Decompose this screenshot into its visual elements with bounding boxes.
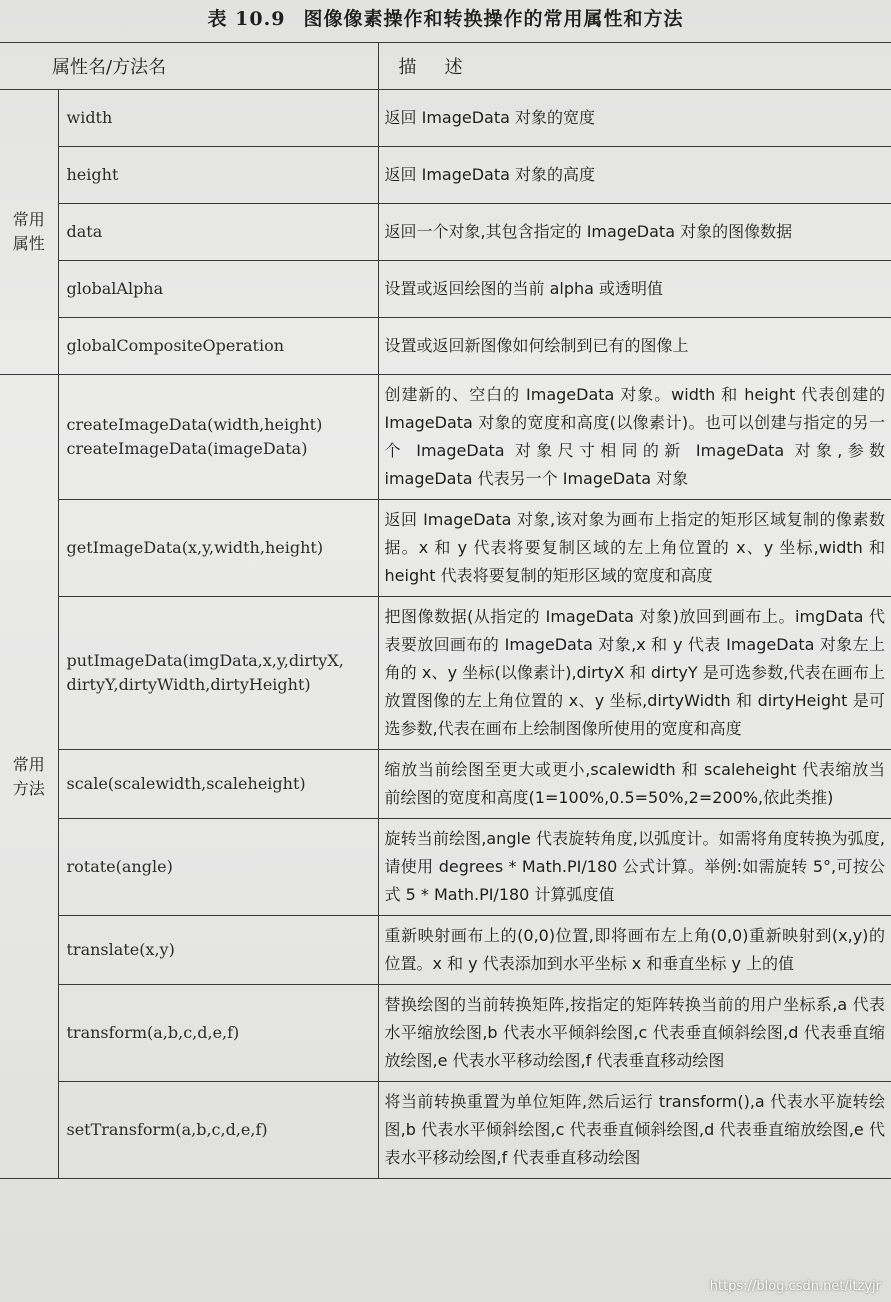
member-name-cell: data: [58, 204, 378, 261]
header-name: 属性名/方法名: [0, 43, 378, 90]
member-name-cell: getImageData(x,y,width,height): [58, 500, 378, 597]
table-row: [0, 500, 891, 597]
table-row: [0, 985, 891, 1082]
description-cell: 替换绘图的当前转换矩阵,按指定的矩阵转换当前的用户坐标系,a 代表水平缩放绘图,b 代表水平倾斜绘图,c 代表垂直倾斜绘图,d 代表垂直缩放绘图,e 代表水平移动绘图,f 代表垂直移动绘图: [378, 985, 891, 1082]
member-name-cell: height: [58, 147, 378, 204]
member-name-cell: transform(a,b,c,d,e,f): [58, 985, 378, 1082]
table-caption: [0, 4, 891, 31]
table-row: [0, 819, 891, 916]
member-name-cell: width: [58, 90, 378, 147]
description-cell: 设置或返回新图像如何绘制到已有的图像上: [378, 318, 891, 375]
table-row: [0, 1082, 891, 1179]
description-cell: 设置或返回绘图的当前 alpha 或透明值: [378, 261, 891, 318]
member-name-cell: globalAlpha: [58, 261, 378, 318]
header-description: 描述: [378, 43, 891, 90]
description-cell: 返回 ImageData 对象,该对象为画布上指定的矩形区域复制的像素数据。x 和 y 代表将要复制区域的左上角位置的 x、y 坐标,width 和 height 代表将要复制的矩形区域的宽度和高度: [378, 500, 891, 597]
description-cell: 返回 ImageData 对象的宽度: [378, 90, 891, 147]
member-name-cell: createImageData(width,height) createImageData(imageData): [58, 375, 378, 500]
table-row: [0, 597, 891, 750]
member-name-cell: translate(x,y): [58, 916, 378, 985]
category-cell: 常用 方法: [0, 375, 58, 1179]
table-header-row: [0, 43, 891, 90]
table-number: 表 10.9: [207, 8, 286, 30]
watermark: https://blog.csdn.net/itzyjr: [709, 1279, 881, 1294]
member-name-cell: globalCompositeOperation: [58, 318, 378, 375]
table-row: [0, 318, 891, 375]
description-cell: 将当前转换重置为单位矩阵,然后运行 transform(),a 代表水平旋转绘图,b 代表水平倾斜绘图,c 代表垂直倾斜绘图,d 代表垂直缩放绘图,e 代表水平移动绘图,f 代表垂直移动绘图: [378, 1082, 891, 1179]
table-row: [0, 261, 891, 318]
table-title: 图像像素操作和转换操作的常用属性和方法: [303, 8, 684, 30]
table-row: [0, 204, 891, 261]
member-name-cell: setTransform(a,b,c,d,e,f): [58, 1082, 378, 1179]
table-row: [0, 750, 891, 819]
description-cell: 旋转当前绘图,angle 代表旋转角度,以弧度计。如需将角度转换为弧度,请使用 degrees * Math.PI/180 公式计算。举例:如需旋转 5°,可按公式 5 * Math.PI/180 计算弧度值: [378, 819, 891, 916]
description-cell: 返回一个对象,其包含指定的 ImageData 对象的图像数据: [378, 204, 891, 261]
properties-methods-table: [0, 42, 891, 1179]
description-cell: 创建新的、空白的 ImageData 对象。width 和 height 代表创建的 ImageData 对象的宽度和高度(以像素计)。也可以创建与指定的另一个 ImageData 对象尺寸相同的新 ImageData 对象,参数 imageData 代表另一个 ImageData 对象: [378, 375, 891, 500]
table-row: [0, 375, 891, 500]
description-cell: 缩放当前绘图至更大或更小,scalewidth 和 scaleheight 代表缩放当前绘图的宽度和高度(1=100%,0.5=50%,2=200%,依此类推): [378, 750, 891, 819]
category-cell: 常用 属性: [0, 90, 58, 375]
member-name-cell: scale(scalewidth,scaleheight): [58, 750, 378, 819]
description-cell: 返回 ImageData 对象的高度: [378, 147, 891, 204]
member-name-cell: rotate(angle): [58, 819, 378, 916]
member-name-cell: putImageData(imgData,x,y,dirtyX, dirtyY,dirtyWidth,dirtyHeight): [58, 597, 378, 750]
description-cell: 重新映射画布上的(0,0)位置,即将画布左上角(0,0)重新映射到(x,y)的位置。x 和 y 代表添加到水平坐标 x 和垂直坐标 y 上的值: [378, 916, 891, 985]
table-row: [0, 147, 891, 204]
table-row: [0, 90, 891, 147]
table-row: [0, 916, 891, 985]
description-cell: 把图像数据(从指定的 ImageData 对象)放回到画布上。imgData 代表要放回画布的 ImageData 对象,x 和 y 代表 ImageData 对象左上角的 x、y 坐标(以像素计),dirtyX 和 dirtyY 是可选参数,代表在画布上放置图像的左上角位置的 x、y 坐标,dirtyWidth 和 dirtyHeight 是可选参数,代表在画布上绘制图像所使用的宽度和高度: [378, 597, 891, 750]
